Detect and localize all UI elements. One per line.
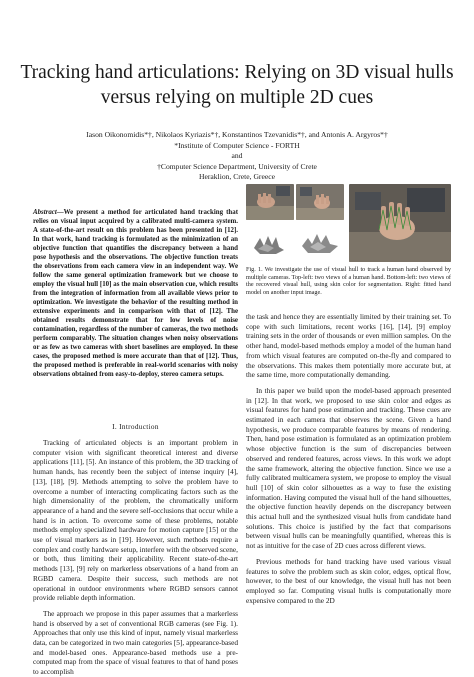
- affiliation-and: and: [231, 151, 243, 160]
- abstract-label: Abstract: [33, 209, 57, 216]
- author-list: Iason Oikonomidis*†, Nikolaos Kyriazis*†, Konstantinos Tzevanidis*†, and Antonis A. Argyros*†: [86, 130, 388, 139]
- figure-1-caption: Fig. 1. We investigate the use of visual hull to track a human hand observed by multiple cameras. Top-left: two views of a human hand. Bottom-left: two views of the recovered visual hull, using skin color for segmentation. Right: fitted hand model on another input image.: [246, 266, 451, 296]
- hand-view-image-1: [246, 184, 294, 220]
- paper-title: Tracking hand articulations: Relying on 3D visual hulls versus relying on multiple 2D cues: [20, 62, 454, 108]
- figure-1: [246, 184, 451, 264]
- affiliation-uoc: †Computer Science Department, University of Crete: [157, 161, 317, 171]
- abstract: [33, 208, 238, 379]
- section-heading-introduction: I. Introduction: [112, 422, 159, 431]
- right-paragraph-1: the task and hence they are essentially limited by their training set. To cope with such limitations, recent works [16], [14], [9] employ training sets in the order of thousands or even million samples. On the other hand, model-based methods employ a model of the human hand from which visual features are computed on-the-fly and compared to the observations. This makes them potentially more accurate but, at the same time, more computationally demanding.: [246, 312, 451, 380]
- right-column-body: [246, 312, 451, 605]
- right-paragraph-2: In this paper we build upon the model-based approach presented in [12]. In that work, we proposed to use skin color and edges as visual features for hand pose estimation and tracking. These cues are estimated in each camera that observes the scene. Given a hand hypothesis, we produce comparable features by means of rendering. Then, hand pose estimation is formulated as an optimization problem whose objective function is the sum of discrepancies between observed and rendered features, across views. In this work we adopt the same framework, altering the objective function. Since we use a fully calibrated multicamera system, we propose to employ the visual hull [10] of skin color silhouettes as a way to fuse the existing information. Having computed the visual hull of the hand silhouettes, the objective function heavily depends on the discrepancy between this actual hull and the synthesized visual hulls from candidate hand solutions. This choice is justified by the fact that comparisons between visual hulls can be meaningfully quantified, whereas this is not as intuitive for the case of 2D cues across different views.: [246, 385, 451, 551]
- author-block: [30, 130, 444, 183]
- intro-paragraph-2: The approach we propose in this paper assumes that a markerless hand is observed by a set of conventional RGB cameras (see Fig. 1). Approaches that only use this kind of input, namely visual markerless data, can be categorized in two main categories [5], appearance-based and model-based ones. Appearance-based methods use a pre-computed map from the space of visual features to that of hand poses to accomplish: [33, 608, 238, 677]
- fitted-hand-model-image: [349, 184, 451, 262]
- visual-hull-image-2: [296, 226, 344, 260]
- intro-paragraph-1: Tracking of articulated objects is an important problem in computer vision with significant theoretical interest and diverse applications [11], [5]. An instance of this problem, the 3D tracking of human hands, has recently been the subject of intense inquiry [4], [13], [18], [9]. Methods attempting to solve the problem have to overcome a number of interacting complicating factors such as the high dimensionality of the problem, the chromatically uniform appearance of a hand and the severe self-occlusions that occur while a hand is in action. To overcome some of these problems, notable methods employ specialized hardware for motion capture [15] or the use of visual markers as in [19]. However, such methods require a complex and costly hardware setup, interfere with the observed scene, or both, thus limiting their applicability. Recent state-of-the-art methods [13], [9] rely on markerless observations of a hand from an RGBD camera. Despite their success, such methods are not operational in outdoor environments where RGBD sensors cannot provide reliable depth information.: [33, 438, 238, 603]
- hand-view-image-2: [296, 184, 344, 220]
- affiliation-forth: *Institute of Computer Science - FORTH: [174, 140, 300, 150]
- introduction-body: [33, 438, 238, 677]
- affiliation-location: Heraklion, Crete, Greece: [199, 172, 275, 181]
- right-paragraph-3: Previous methods for hand tracking have used various visual features to solve the problem such as skin color, edges, optical flow, however, to the best of our knowledge, the visual hull has not been employed so far. Computing visual hulls is computationally more expensive compared to the 2D: [246, 556, 451, 605]
- abstract-text: —We present a method for articulated hand tracking that relies on visual input acquired by a calibrated multi-camera system. A state-of-the-art result on this problem has been presented in [12]. In that work, hand tracking is formulated as the minimization of an objective function that quantifies the discrepancy between a hand pose hypothesis and the observations. The objective function treats the observations from each camera view in an independent way. We follow the same general optimization framework but we choose to employ the visual hull [10] as the main observation cue, which results from the integration of information from all available views prior to optimization. We investigate the behavior of the resulting method in extensive experiments and in comparison with that of [12]. The obtained results demonstrate that for low levels of noise contamination, regardless of the number of cameras, the two methods perform comparably. The situation changes when noisy observations or as few as two cameras with short baselines are employed. In these cases, the proposed method is more accurate than that of [12]. Thus, the proposed method is preferable in real-world scenarios with noisy observations obtained from easy-to-deploy, stereo camera setups.: [33, 209, 238, 378]
- visual-hull-image-1: [246, 226, 294, 260]
